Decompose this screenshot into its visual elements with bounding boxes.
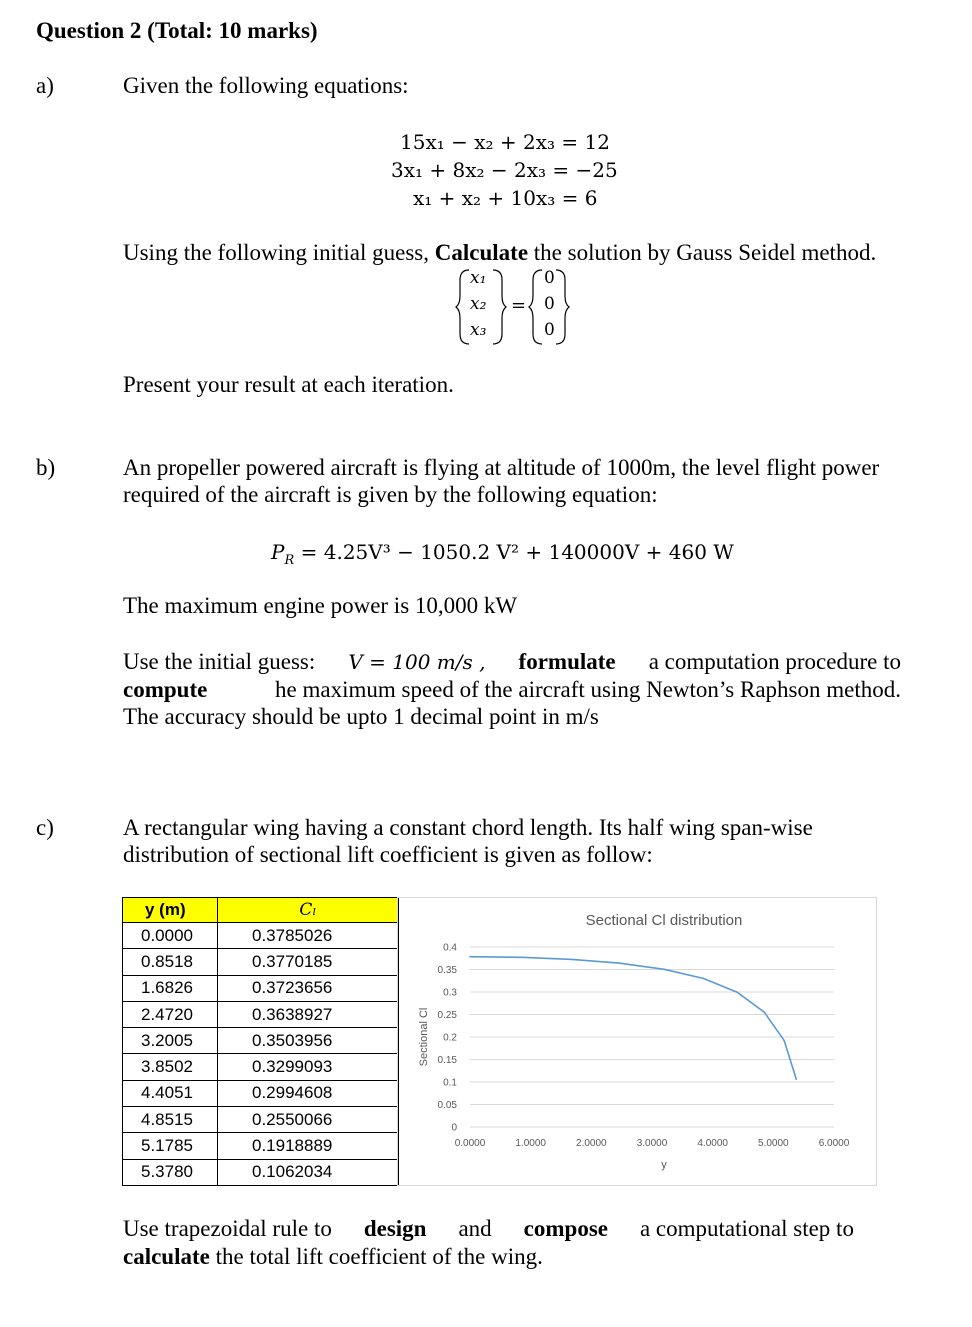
- table-row: [123, 1080, 399, 1106]
- max-power-text: The maximum engine power is 10,000 kW: [123, 593, 518, 618]
- data-point: [521, 957, 523, 959]
- y-tick-label: 0.35: [437, 965, 457, 976]
- cell-y: 0.8518: [123, 949, 218, 975]
- part-a-label: a): [36, 73, 54, 98]
- y-axis-label: Sectional Cl: [418, 1007, 430, 1067]
- part-c-line2: distribution of sectional lift coefficient is given as follow:: [123, 842, 653, 867]
- y-tick-label: 0.1: [443, 1077, 457, 1089]
- lift-table: [122, 897, 399, 1186]
- y-tick-label: 0: [451, 1122, 457, 1134]
- table-row: [123, 1159, 399, 1185]
- part-b-label: b): [36, 455, 56, 480]
- part-c-footer-line2: calculate the total lift coefficient of the wing.: [123, 1244, 543, 1269]
- cell-cl: 0.2550066: [218, 1107, 399, 1133]
- part-b-para-line2: compute he maximum speed of the aircraft using Newton’s Raphson method.: [123, 677, 901, 702]
- cell-y: 4.8515: [123, 1107, 218, 1133]
- y-tick-label: 0.05: [437, 1100, 457, 1111]
- cell-cl: 0.1062034: [218, 1159, 399, 1185]
- cell-cl: 0.2994608: [218, 1080, 399, 1106]
- chart-svg: [398, 898, 876, 1185]
- part-c-footer-line1: Use trapezoidal rule to design and compose a computational step to: [123, 1216, 854, 1241]
- part-b-line2: required of the aircraft is given by the following equation:: [123, 482, 658, 507]
- guess-value-3: 0: [544, 320, 555, 340]
- x-tick-label: 0.0000: [454, 1138, 486, 1149]
- data-point: [795, 1078, 797, 1080]
- equation-3: x₁ + x₂ + 10x₃ = 6: [413, 186, 598, 210]
- question-title: Question 2 (Total: 10 marks): [36, 18, 318, 43]
- y-tick-label: 0.4: [443, 942, 457, 954]
- chart-title: Sectional Cl distribution: [585, 912, 743, 929]
- data-point: [703, 978, 705, 980]
- data-point: [571, 959, 573, 961]
- sectional-cl-chart: [397, 897, 877, 1186]
- table-row: [123, 1028, 399, 1054]
- table-row: [123, 949, 399, 975]
- part-b-para-line1: Use the initial guess: V = 100 m/s , formulate a computation procedure to: [123, 649, 901, 674]
- part-a-present: Present your result at each iteration.: [123, 372, 454, 397]
- table-row: [123, 1054, 399, 1080]
- power-equation: $P_R = 4.25V^3 - 1050.2$ V² + 140000V + 460 W: [271, 540, 734, 568]
- equation-1: 15x₁ − x₂ + 2x₃ = 12: [400, 130, 610, 154]
- data-point: [783, 1040, 785, 1042]
- guess-value-2: 0: [544, 294, 555, 314]
- cell-cl: 0.3723656: [218, 975, 399, 1001]
- cell-cl: 0.3785026: [218, 923, 399, 949]
- data-point: [469, 956, 471, 958]
- cell-cl: 0.3638927: [218, 1001, 399, 1027]
- equation-2: 3x₁ + 8x₂ − 2x₃ = −25: [391, 158, 618, 182]
- part-a-instruction: Using the following initial guess, Calculate the solution by Gauss Seidel method.: [123, 240, 877, 265]
- series-line: [470, 957, 796, 1079]
- cell-cl: 0.3503956: [218, 1028, 399, 1054]
- guess-value-1: 0: [544, 268, 555, 288]
- table-header-row: [123, 898, 399, 923]
- part-c-label: c): [36, 815, 54, 840]
- x-axis-label: y: [661, 1159, 667, 1171]
- part-b-line1: An propeller powered aircraft is flying at altitude of 1000m, the level flight power: [123, 455, 880, 480]
- guess-equals: =: [511, 295, 527, 316]
- x-tick-label: 6.0000: [818, 1138, 850, 1149]
- cell-y: 3.8502: [123, 1054, 218, 1080]
- cell-cl: 0.1918889: [218, 1133, 399, 1159]
- part-b-para-line3: The accuracy should be upto 1 decimal point in m/s: [123, 704, 599, 729]
- guess-var-x3: x₃: [470, 320, 487, 340]
- table-row: [123, 923, 399, 949]
- x-tick-label: 5.0000: [758, 1138, 789, 1149]
- cell-cl: 0.3770185: [218, 949, 399, 975]
- x-tick-label: 2.0000: [576, 1138, 607, 1149]
- guess-var-x1: x₁: [470, 268, 487, 288]
- part-c-line1: A rectangular wing having a constant chord length. Its half wing span-wise: [123, 815, 813, 840]
- data-point: [764, 1011, 766, 1013]
- table-row: [123, 1001, 399, 1027]
- cell-cl: 0.3299093: [218, 1054, 399, 1080]
- cell-y: 1.6826: [123, 975, 218, 1001]
- table-header-cl: Cₗ: [218, 898, 399, 923]
- cell-y: 5.3780: [123, 1159, 218, 1185]
- data-point: [736, 991, 738, 993]
- table-body: [123, 923, 399, 1186]
- x-tick-label: 1.0000: [515, 1138, 546, 1149]
- table-header-y: y (m): [123, 898, 218, 923]
- guess-var-x2: x₂: [470, 294, 487, 314]
- data-point: [663, 969, 665, 971]
- cell-y: 3.2005: [123, 1028, 218, 1054]
- table-row: [123, 1107, 399, 1133]
- y-tick-label: 0.25: [437, 1010, 457, 1021]
- x-tick-label: 3.0000: [636, 1138, 668, 1149]
- table-row: [123, 975, 399, 1001]
- cell-y: 0.0000: [123, 923, 218, 949]
- cell-y: 5.1785: [123, 1133, 218, 1159]
- data-point: [619, 962, 621, 964]
- y-tick-label: 0.3: [443, 987, 457, 999]
- cell-y: 4.4051: [123, 1080, 218, 1106]
- y-tick-label: 0.15: [437, 1055, 457, 1066]
- y-tick-label: 0.2: [443, 1032, 457, 1044]
- cell-y: 2.4720: [123, 1001, 218, 1027]
- part-a-intro: Given the following equations:: [123, 73, 409, 98]
- table-row: [123, 1133, 399, 1159]
- x-tick-label: 4.0000: [697, 1138, 728, 1149]
